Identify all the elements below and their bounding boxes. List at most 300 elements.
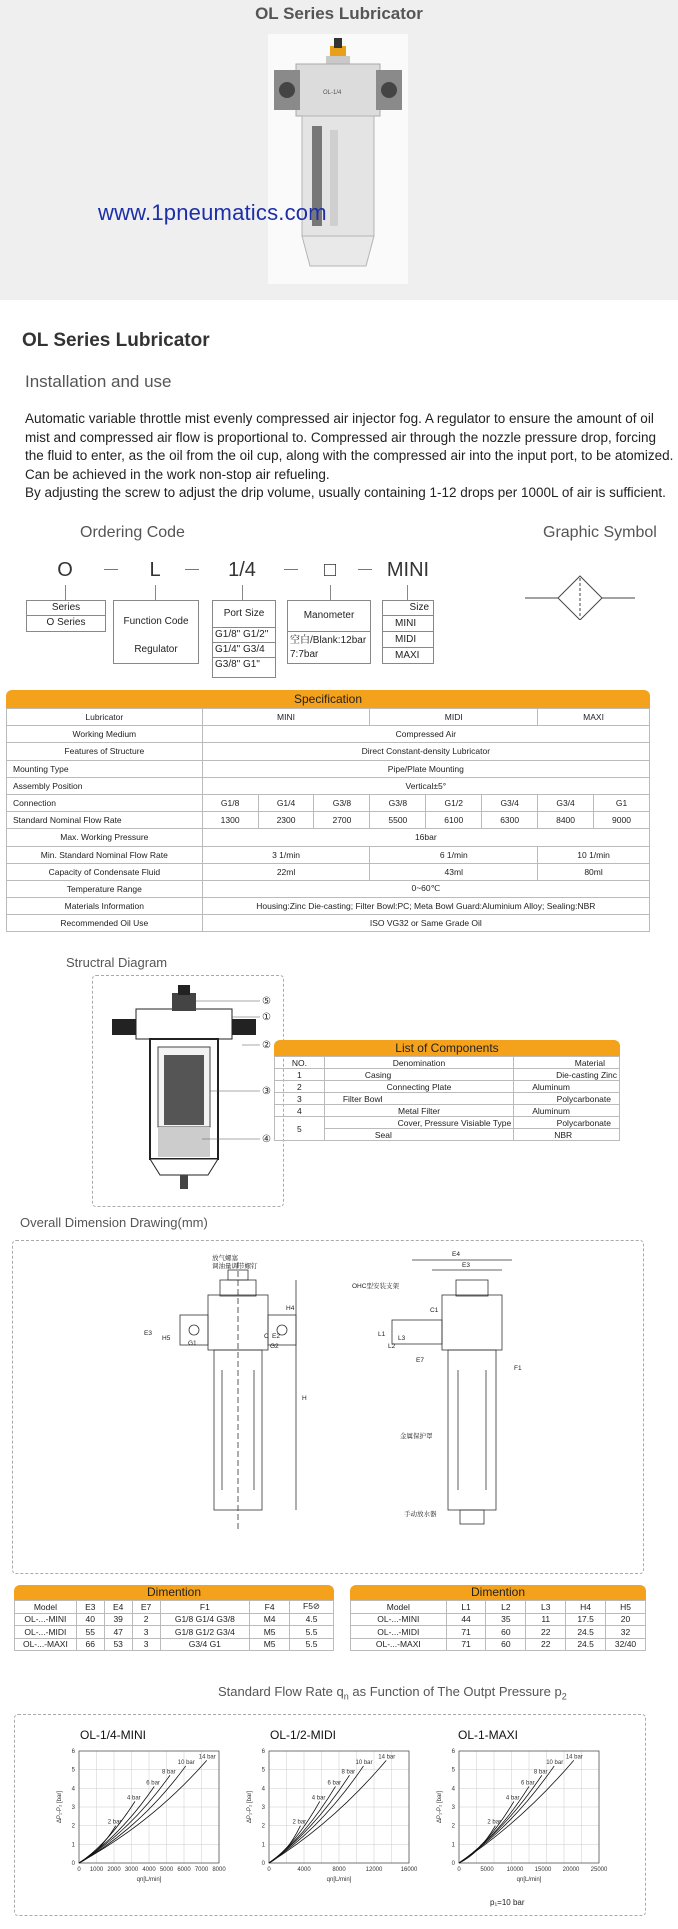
callout-1: ① [262,1012,271,1023]
x-tick-label: 1000 [89,1867,104,1873]
port-size-box [212,600,276,678]
table-row [351,1626,646,1639]
spec-row [7,760,650,777]
table-cell: OL-...-MIDI [351,1626,447,1639]
watermark-url: www.1pneumatics.com [98,200,327,225]
connector-line [407,585,408,601]
spec-cell: G3/4 [538,794,594,811]
spec-cell: 6100 [426,812,482,829]
port-size-title: Port Size [213,601,275,628]
spec-cell: 3 1/min [202,846,370,863]
table-row [351,1638,646,1651]
spec-row [7,812,650,829]
flow-footnote: p₁=10 bar [490,1898,525,1907]
series-line [79,1766,186,1863]
x-tick-label: 10000 [506,1867,524,1873]
y-tick-label: 3 [71,1805,75,1811]
graphic-symbol-heading: Graphic Symbol [543,524,657,541]
series-label: 4 bar [505,1795,520,1802]
component-name: Connecting Plate [324,1081,513,1093]
series-label: 6 bar [327,1780,342,1787]
table-cell: 44 [446,1613,486,1626]
table-header: E3 [76,1601,104,1614]
series-label: 2 bar [487,1819,502,1826]
dimension-table1-title: Dimention [14,1585,334,1600]
table-cell: G1/8 G1/4 G3/8 [160,1613,250,1626]
table-cell: OL-...-MINI [15,1613,77,1626]
table-cell: 71 [446,1638,486,1651]
spec-cell: G3/8 [314,794,370,811]
table-row [15,1638,334,1651]
components-table [274,1056,620,1141]
table-header: E7 [132,1601,160,1614]
table-cell: 22 [526,1626,566,1639]
label-ohc-bracket: OHC型安装支架 [352,1283,399,1290]
spec-cell: 8400 [538,812,594,829]
series-label: 6 bar [146,1780,160,1787]
components-header: NO. [275,1057,325,1069]
function-value: Regulator [134,644,178,655]
description-line: Automatic variable throttle mist evenly compressed air injector fog. A regulator to ensure the amount of oil [25,411,654,426]
hero-banner [0,0,678,300]
y-tick-label: 5 [71,1767,75,1774]
spec-cell: ISO VG32 or Same Grade Oil [202,915,649,932]
y-tick-label: 0 [451,1861,455,1867]
series-value: O Series [46,617,86,628]
size-row: MINI [383,616,433,632]
y-tick-label: 5 [261,1767,265,1774]
table-row [275,1105,620,1117]
y-tick-label: 4 [261,1786,265,1793]
series-label: 10 bar [177,1759,195,1766]
y-tick-label: 4 [451,1786,455,1793]
spec-label: Capacity of Condensate Fluid [7,863,203,880]
spec-cell: G1/4 [258,794,314,811]
spec-label: Recommended Oil Use [7,915,203,932]
spec-cell: G3/8 [370,794,426,811]
spec-label: Min. Standard Nominal Flow Rate [7,846,203,863]
label-c1: C1 [430,1307,439,1314]
connector-line [242,585,243,601]
spec-cell: Pipe/Plate Mounting [202,760,649,777]
spec-cell: 6300 [482,812,538,829]
ordering-code-heading: Ordering Code [80,524,185,541]
component-material: NBR [514,1129,620,1141]
port-size-row: G1/4" G3/4 [213,643,275,658]
port-size-row: G3/8" G1" [215,659,260,670]
x-axis-label: qn[L/min] [136,1877,162,1883]
table-cell: OL-...-MINI [351,1613,447,1626]
table-row [275,1081,620,1093]
description [25,410,675,503]
spec-label: Working Medium [7,726,203,743]
table-header: F1 [160,1601,250,1614]
label-l3: L3 [398,1335,406,1342]
y-axis-label: ΔP₁-P₂ [bar] [57,1790,63,1824]
table-row [275,1117,620,1129]
code-dash [358,569,372,570]
label-l2: L2 [388,1343,396,1350]
label-e3-side: E3 [462,1262,470,1269]
table-cell: 32 [606,1626,646,1639]
spec-label: Materials Information [7,898,203,915]
x-tick-label: 15000 [534,1867,552,1873]
table-cell: 47 [104,1626,132,1639]
component-name: Seal [324,1129,513,1141]
label-adjust-screw: 调油量调节螺钉 [212,1263,258,1270]
table-cell: OL-...-MAXI [15,1638,77,1651]
description-line: Can be achieved in the work non-stop air refueling. [25,466,330,482]
callout-3: ③ [262,1086,271,1097]
y-tick-label: 6 [261,1749,265,1755]
table-cell: 60 [486,1626,526,1639]
x-tick-label: 0 [267,1867,271,1873]
code-series: O [57,559,73,581]
callout-4: ④ [262,1134,271,1145]
table-cell: 11 [526,1613,566,1626]
dimension-drawing [12,1240,642,1572]
table-row [15,1601,334,1614]
installation-heading: Installation and use [25,372,172,391]
chart-title-mini: OL-1/4-MINI [80,1728,147,1742]
description-line: By adjusting the screw to adjust the drip volume, usually containing 1-12 drops per 1000L of air is sufficient. [25,485,666,500]
function-box [113,600,199,664]
code-port: 1/4 [228,559,256,581]
lubricator-section-icon [112,985,256,1189]
spec-cell: 1300 [202,812,258,829]
label-e3: E3 [144,1330,152,1337]
series-label: 14 bar [565,1754,583,1761]
spec-cell: 9000 [594,812,650,829]
table-header: H5 [606,1601,646,1614]
table-cell: 20 [606,1613,646,1626]
y-tick-label: 6 [451,1749,455,1755]
label-g1: G1 [188,1340,197,1347]
connector-line [330,585,331,601]
flow-chart-maxi [435,1745,615,1895]
component-no: 2 [275,1081,325,1093]
spec-cell: 0~60℃ [202,880,649,897]
x-axis-label: qn[L/min] [326,1877,352,1883]
description-line: mist and compressed air flow is proportional to. Compressed air through the nozzle pressure drop, forcing [25,429,657,445]
series-label: 6 bar [521,1780,535,1787]
function-title: Function Code [123,616,189,627]
series-label: 2 bar [107,1819,122,1826]
y-tick-label: 0 [261,1861,265,1867]
spec-row [7,709,650,726]
component-name: Filter Bowl [324,1093,513,1105]
y-axis-label: ΔP₁-P₂ [bar] [247,1790,253,1824]
spec-row [7,777,650,794]
y-tick-label: 3 [451,1805,455,1811]
series-line [459,1766,554,1863]
chart-title-midi: OL-1/2-MIDI [270,1728,337,1742]
spec-title: Specification [6,690,650,708]
label-e2: E2 [272,1333,280,1340]
spec-cell: 16bar [202,829,649,846]
series-line [459,1801,514,1863]
x-tick-label: 4000 [297,1867,311,1873]
label-h5: H5 [162,1335,171,1342]
spec-row [7,726,650,743]
structural-heading: Structral Diagram [66,955,168,970]
spec-cell: Direct Constant-density Lubricator [202,743,649,760]
table-row [15,1613,334,1626]
table-cell: 60 [486,1638,526,1651]
spec-cell: 43ml [370,863,538,880]
table-row [351,1613,646,1626]
size-box [382,600,434,664]
spec-cell: Vertical±5° [202,777,649,794]
spec-row [7,863,650,880]
label-h4: H4 [286,1305,295,1312]
x-tick-label: 3000 [124,1867,139,1873]
x-tick-label: 4000 [142,1867,156,1873]
spec-label: Lubricator [7,709,203,726]
series-label: 4 bar [127,1795,141,1802]
spec-cell: G1/8 [202,794,258,811]
manometer-row: 空白/Blank:12bar [290,635,367,646]
x-tick-label: 0 [77,1867,81,1873]
spec-cell: G1/2 [426,794,482,811]
product-photo [268,34,408,284]
components-header: Material [514,1057,620,1069]
component-name: Metal Filter [324,1105,513,1117]
y-tick-label: 6 [71,1749,75,1755]
table-cell: OL-...-MIDI [15,1626,77,1639]
table-row [351,1601,646,1614]
y-tick-label: 1 [451,1842,455,1849]
y-tick-label: 2 [71,1823,75,1830]
callout-2: ② [262,1040,271,1051]
spec-cell: Housing:Zinc Die-casting; Filter Bowl:PC; Meta Bowl Guard:Aluminium Alloy; Sealing:NBR [202,898,649,915]
spec-row [7,846,650,863]
spec-row [7,880,650,897]
port-size-row: G1/8" G1/2" [213,628,275,643]
component-name: Cover, Pressure Visiable Type [324,1117,513,1129]
series-label: 14 bar [198,1754,216,1761]
hero-title: OL Series Lubricator [255,4,423,23]
label-c: C [264,1333,269,1340]
spec-row [7,898,650,915]
spec-row [7,794,650,811]
flow-heading-sub: n [343,1691,349,1702]
x-axis-label: qn[L/min] [516,1877,542,1883]
table-cell: M5 [250,1626,290,1639]
series-label: 8 bar [341,1769,356,1776]
x-tick-label: 0 [457,1867,461,1873]
dimension-table1 [14,1600,334,1651]
series-label: 10 bar [355,1759,373,1766]
spec-cell: 22ml [202,863,370,880]
spec-cell: 80ml [538,863,650,880]
flow-heading-sub2: 2 [561,1691,567,1702]
flow-heading-main: Standard Flow Rate q [218,1684,344,1699]
component-no: 5 [275,1117,325,1141]
manometer-box [287,600,371,664]
table-cell: OL-...-MAXI [351,1638,447,1651]
label-manual-drain: 手动放水器 [404,1511,437,1518]
spec-cell: G3/4 [482,794,538,811]
flow-chart-midi [245,1745,425,1895]
label-e7: E7 [416,1357,424,1364]
table-header: E4 [104,1601,132,1614]
front-view-icon [180,1262,296,1530]
dimension-table2-title: Dimention [350,1585,646,1600]
table-header: F5⊘ [290,1601,334,1614]
table-cell: 71 [446,1626,486,1639]
spec-label: Standard Nominal Flow Rate [7,812,203,829]
y-axis-label: ΔP₁-P₂ [bar] [437,1790,443,1824]
x-tick-label: 5000 [480,1867,494,1873]
manometer-row: 7:7bar [290,649,319,660]
spec-label: Features of Structure [7,743,203,760]
component-no: 1 [275,1069,325,1081]
label-l1: L1 [378,1331,386,1338]
table-cell: 5.5 [290,1638,334,1651]
table-header: H4 [566,1601,606,1614]
table-cell: 3 [132,1638,160,1651]
spec-label: Assembly Position [7,777,203,794]
x-tick-label: 12000 [365,1867,383,1873]
manometer-title: Manometer [288,601,370,632]
component-material: Aluminum [514,1105,620,1117]
components-header: Denomination [324,1057,513,1069]
spec-cell: 5500 [370,812,426,829]
spec-cell: MINI [202,709,370,726]
table-cell: 3 [132,1626,160,1639]
code-function: L [149,559,161,581]
dimension-table2 [350,1600,646,1651]
spec-cell: MIDI [370,709,538,726]
table-header: Model [15,1601,77,1614]
y-tick-label: 3 [261,1805,265,1811]
table-cell: M5 [250,1638,290,1651]
size-title: Size [383,601,433,616]
component-material: Polycarbonate [514,1093,620,1105]
components-title: List of Components [274,1040,620,1056]
code-dash [104,569,118,570]
spec-cell: 2700 [314,812,370,829]
component-no: 4 [275,1105,325,1117]
spec-label: Temperature Range [7,880,203,897]
chart-title-maxi: OL-1-MAXI [458,1728,519,1742]
table-header: L3 [526,1601,566,1614]
dimension-heading: Overall Dimension Drawing(mm) [20,1215,208,1230]
table-header: Model [351,1601,447,1614]
flow-heading [218,1684,567,1702]
table-row [275,1129,620,1141]
size-row: MIDI [383,632,433,648]
y-tick-label: 5 [451,1767,455,1774]
page-title: OL Series Lubricator [22,330,210,351]
table-cell: G3/4 G1 [160,1638,250,1651]
table-cell: 32/40 [606,1638,646,1651]
series-label: 8 bar [162,1769,176,1776]
table-cell: 66 [76,1638,104,1651]
flow-heading-rest: as Function of The Outpt Pressure p [348,1684,562,1699]
series-label: 8 bar [533,1769,548,1776]
side-view-icon [392,1260,512,1524]
series-label: 4 bar [311,1795,326,1802]
spec-label: Mounting Type [7,760,203,777]
y-tick-label: 0 [71,1861,75,1867]
series-label: 2 bar [292,1819,307,1826]
table-header: F4 [250,1601,290,1614]
component-no: 3 [275,1093,325,1105]
x-tick-label: 6000 [177,1867,191,1873]
table-cell: 53 [104,1638,132,1651]
spec-cell: Compressed Air [202,726,649,743]
label-vent: 放气螺塞 [212,1255,238,1262]
spec-cell: MAXI [538,709,650,726]
filter-graphic-symbol-icon [520,570,640,620]
connector-line [155,585,156,601]
component-material: Aluminum [514,1081,620,1093]
table-header: L2 [486,1601,526,1614]
size-row: MAXI [395,650,420,661]
table-cell: G1/8 G1/2 G3/4 [160,1626,250,1639]
series-label: 14 bar [378,1754,396,1761]
table-cell: M4 [250,1613,290,1626]
table-row [275,1069,620,1081]
spec-row [7,743,650,760]
y-tick-label: 4 [71,1786,75,1793]
x-tick-label: 8000 [332,1867,346,1873]
table-row [275,1093,620,1105]
table-cell: 39 [104,1613,132,1626]
code-dash [185,569,199,570]
spec-cell: G1 [594,794,650,811]
series-title: Series [27,601,105,616]
y-tick-label: 2 [451,1823,455,1830]
y-tick-label: 1 [261,1842,265,1849]
series-line [269,1766,364,1863]
x-tick-label: 2000 [107,1867,121,1873]
label-f1: F1 [514,1365,522,1372]
spec-cell: 10 1/min [538,846,650,863]
flow-chart-mini [55,1745,235,1895]
table-row [15,1626,334,1639]
label-e4: E4 [452,1251,460,1258]
series-line [79,1801,135,1863]
table-header: L1 [446,1601,486,1614]
x-tick-label: 25000 [590,1867,608,1873]
spec-row [7,915,650,932]
table-cell: 24.5 [566,1626,606,1639]
table-cell: 24.5 [566,1638,606,1651]
product-photo-label: OL-1/4 [323,90,342,96]
x-tick-label: 8000 [212,1867,226,1873]
table-cell: 55 [76,1626,104,1639]
spec-cell: 2300 [258,812,314,829]
table-cell: 5.5 [290,1626,334,1639]
label-h: H [302,1395,307,1402]
x-tick-label: 16000 [400,1867,418,1873]
component-name: Casing [324,1069,513,1081]
table-cell: 4.5 [290,1613,334,1626]
description-line: the fluid to enter, as the oil from the oil cup, along with the compressed air into the input port, to be atomized. [25,448,674,463]
table-cell: 35 [486,1613,526,1626]
label-metal-guard: 金属保护罩 [400,1433,433,1440]
spec-table [6,708,650,932]
components-header-row [275,1057,620,1069]
spec-cell: 6 1/min [370,846,538,863]
code-dash [284,569,298,570]
structural-diagram [92,975,282,1205]
table-cell: 40 [76,1613,104,1626]
spec-label: Connection [7,794,203,811]
